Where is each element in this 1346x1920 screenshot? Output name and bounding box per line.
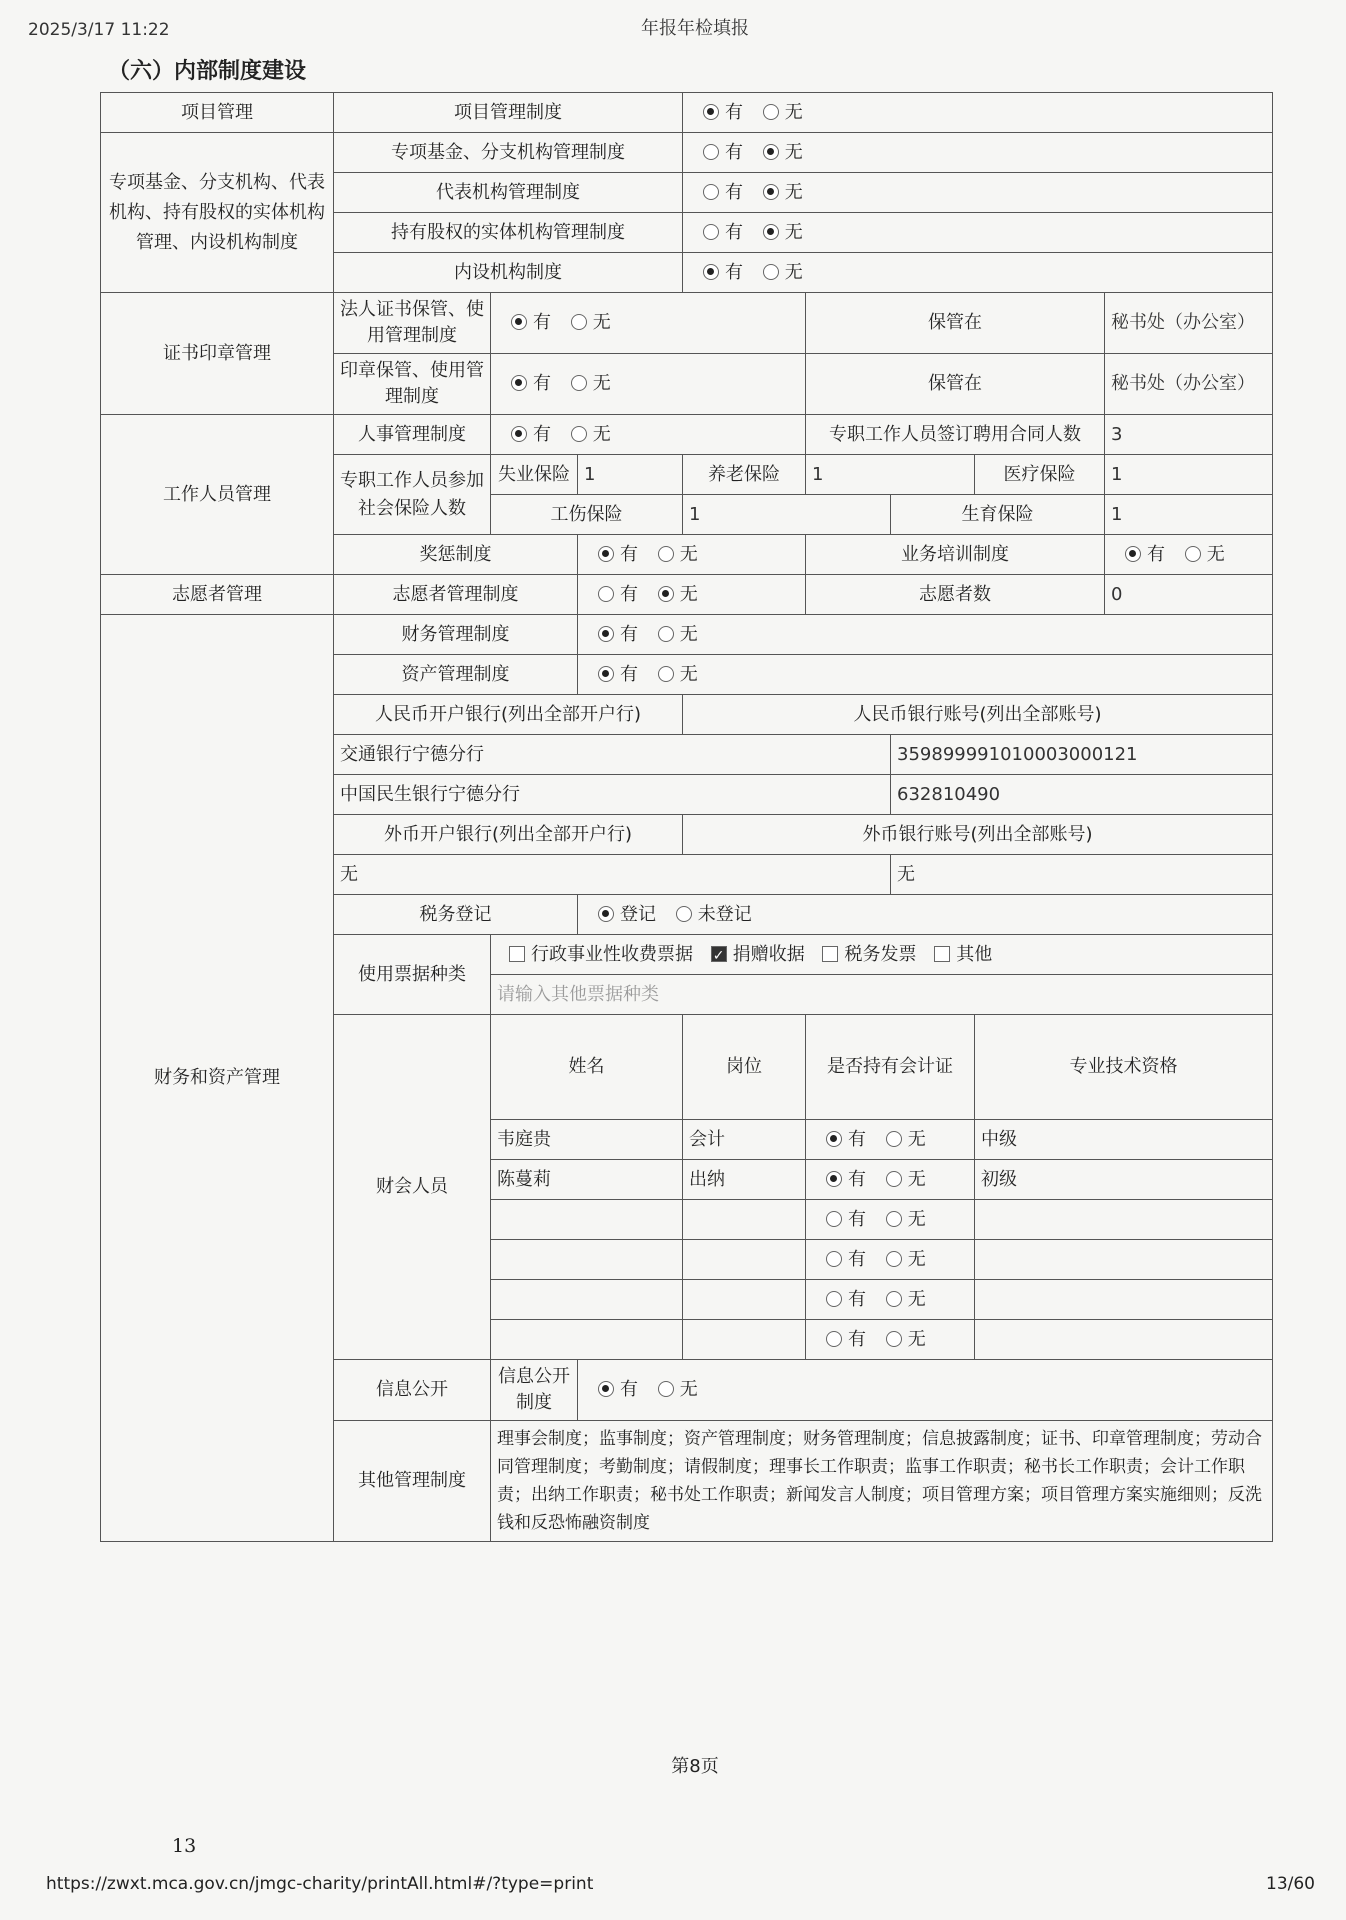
accountant-post[interactable]: 会计 — [683, 1120, 806, 1160]
radio-no[interactable] — [571, 314, 587, 330]
radio-yes[interactable] — [826, 1251, 842, 1267]
section-title: （六）内部制度建设 — [108, 59, 307, 84]
accountant-post[interactable] — [683, 1240, 806, 1280]
radio-no[interactable] — [571, 375, 587, 391]
medical-value[interactable]: 1 — [1105, 455, 1273, 495]
accountant-name[interactable] — [491, 1280, 683, 1320]
radio-yes[interactable] — [511, 375, 527, 391]
project-system-radio: 有 无 — [683, 93, 1273, 133]
row-accountant-6: 有 无 — [101, 1320, 1273, 1360]
radio-no[interactable] — [658, 1381, 674, 1397]
stamp-number: 13 — [172, 1835, 197, 1857]
rmb-account-header: 人民币银行账号(列出全部账号) — [683, 695, 1273, 735]
row-seal-1: 证书印章管理 法人证书保管、使用管理制度 有 无 保管在 秘书处（办公室） — [101, 293, 1273, 354]
radio-no[interactable] — [1185, 546, 1201, 562]
row-staff-reward: 奖惩制度 有 无 业务培训制度 有 无 — [101, 535, 1273, 575]
radio-yes[interactable] — [703, 264, 719, 280]
other-value[interactable]: 理事会制度；监事制度；资产管理制度；财务管理制度；信息披露制度；证书、印章管理制度；劳动合同管理制度；考勤制度；请假制度；理事长工作职责；监事工作职责；秘书长工作职责；会计工作职责；出纳工作职责；秘书处工作职责；新闻发言人制度；项目管理方案；项目管理方案实施细则；反洗钱和反恐怖融资制度 — [491, 1421, 1273, 1542]
row-staff-hr: 工作人员管理 人事管理制度 有 无 专职工作人员签订聘用合同人数 3 — [101, 415, 1273, 455]
radio-yes[interactable] — [598, 586, 614, 602]
radio-yes[interactable] — [511, 426, 527, 442]
receipt-option-3: 税务发票 — [844, 943, 917, 965]
page-title: 年报年检填报 — [641, 18, 749, 39]
radio-yes[interactable] — [598, 666, 614, 682]
radio-yes[interactable] — [826, 1171, 842, 1187]
branch-label-4: 内设机构制度 — [334, 253, 683, 293]
row-seal-2: 印章保管、使用管理制度 有 无 保管在 秘书处（办公室） — [101, 354, 1273, 415]
contract-label: 专职工作人员签订聘用合同人数 — [806, 415, 1105, 455]
row-accountant-3: 有 无 — [101, 1200, 1273, 1240]
radio-no[interactable] — [658, 586, 674, 602]
checkbox-other[interactable] — [934, 946, 950, 962]
accountant-name[interactable] — [491, 1200, 683, 1240]
radio-no[interactable] — [763, 104, 779, 120]
radio-yes[interactable] — [598, 546, 614, 562]
col-name: 姓名 — [491, 1015, 683, 1120]
branch-label-2: 代表机构管理制度 — [334, 173, 683, 213]
category-branch: 专项基金、分支机构、代表机构、持有股权的实体机构管理、内设机构制度 — [101, 133, 334, 293]
maternity-value[interactable]: 1 — [1105, 495, 1273, 535]
radio-unregistered[interactable] — [676, 906, 692, 922]
row-tax: 税务登记 登记 未登记 — [101, 895, 1273, 935]
unemployment-value[interactable]: 1 — [578, 455, 683, 495]
checkbox-donation[interactable] — [711, 946, 727, 962]
category-volunteer: 志愿者管理 — [101, 575, 334, 615]
project-system-label: 项目管理制度 — [334, 93, 683, 133]
radio-yes[interactable] — [703, 144, 719, 160]
print-datetime: 2025/3/17 11:22 — [28, 20, 170, 40]
radio-no[interactable] — [658, 626, 674, 642]
radio-no[interactable] — [886, 1171, 902, 1187]
accountant-label: 财会人员 — [334, 1015, 491, 1360]
volunteer-count-value[interactable]: 0 — [1105, 575, 1273, 615]
internal-system-form — [100, 92, 1272, 1542]
injury-value[interactable]: 1 — [683, 495, 891, 535]
accountant-name[interactable] — [491, 1320, 683, 1360]
radio-no[interactable] — [763, 264, 779, 280]
radio-yes[interactable] — [826, 1211, 842, 1227]
category-project: 项目管理 — [101, 93, 334, 133]
radio-no[interactable] — [886, 1251, 902, 1267]
disclosure-label: 信息公开 — [334, 1360, 491, 1421]
radio-registered[interactable] — [598, 906, 614, 922]
row-accountant-2: 陈蔓莉 出纳 有 无 初级 — [101, 1160, 1273, 1200]
row-accountant-4: 有 无 — [101, 1240, 1273, 1280]
radio-no[interactable] — [886, 1211, 902, 1227]
row-branch-4: 内设机构制度 有 无 — [101, 253, 1273, 293]
rmb-bank-header: 人民币开户银行(列出全部开户行) — [334, 695, 683, 735]
reward-label: 奖惩制度 — [334, 535, 578, 575]
branch-label-1: 专项基金、分支机构管理制度 — [334, 133, 683, 173]
receipt-option-1: 行政事业性收费票据 — [531, 943, 693, 965]
category-finance: 财务和资产管理 — [101, 615, 334, 1542]
row-project — [101, 93, 1273, 133]
seal-label-1: 法人证书保管、使用管理制度 — [334, 293, 491, 354]
fx-bank-header: 外币开户银行(列出全部开户行) — [334, 815, 683, 855]
accountant-title[interactable] — [975, 1200, 1273, 1240]
accountant-name[interactable]: 韦庭贵 — [491, 1120, 683, 1160]
receipt-option-2: 捐赠收据 — [732, 943, 805, 965]
medical-label: 医疗保险 — [975, 455, 1105, 495]
accountant-post[interactable] — [683, 1320, 806, 1360]
radio-no[interactable] — [886, 1331, 902, 1347]
checkbox-tax-invoice[interactable] — [822, 946, 838, 962]
row-branch-1: 专项基金、分支机构、代表机构、持有股权的实体机构管理、内设机构制度 专项基金、分支机构管理制度 有 无 — [101, 133, 1273, 173]
row-accountant-1: 韦庭贵 会计 有 无 中级 — [101, 1120, 1273, 1160]
row-branch-2: 代表机构管理制度 有 无 — [101, 173, 1273, 213]
row-disclosure: 信息公开 信息公开制度 有 无 — [101, 1360, 1273, 1421]
receipt-label: 使用票据种类 — [334, 935, 491, 1015]
training-label: 业务培训制度 — [806, 535, 1105, 575]
radio-yes[interactable] — [511, 314, 527, 330]
insurance-label: 专职工作人员参加社会保险人数 — [334, 455, 491, 535]
radio-yes[interactable] — [826, 1291, 842, 1307]
fx-account-header: 外币银行账号(列出全部账号) — [683, 815, 1273, 855]
form-table — [100, 92, 1273, 1542]
accountant-title[interactable] — [975, 1240, 1273, 1280]
rmb-account-1[interactable]: 359899991010003000121 — [891, 735, 1273, 775]
asset-label: 资产管理制度 — [334, 655, 578, 695]
injury-label: 工伤保险 — [491, 495, 683, 535]
receipt-option-4: 其他 — [956, 943, 993, 965]
keep-value-1[interactable]: 秘书处（办公室） — [1105, 293, 1273, 354]
accountant-title[interactable]: 初级 — [975, 1160, 1273, 1200]
accountant-name[interactable] — [491, 1240, 683, 1280]
keep-value-2[interactable]: 秘书处（办公室） — [1105, 354, 1273, 415]
radio-no[interactable] — [886, 1131, 902, 1147]
keep-label-1: 保管在 — [806, 293, 1105, 354]
volunteer-label: 志愿者管理制度 — [334, 575, 578, 615]
page-number: 第8页 — [671, 1756, 719, 1777]
row-branch-3: 持有股权的实体机构管理制度 有 无 — [101, 213, 1273, 253]
rmb-account-2[interactable]: 632810490 — [891, 775, 1273, 815]
radio-no[interactable] — [571, 426, 587, 442]
radio-no[interactable] — [658, 546, 674, 562]
hr-label: 人事管理制度 — [334, 415, 491, 455]
radio-no[interactable] — [763, 184, 779, 200]
radio-yes[interactable] — [826, 1331, 842, 1347]
keep-label-2: 保管在 — [806, 354, 1105, 415]
row-asset: 资产管理制度 有 无 — [101, 655, 1273, 695]
page-count: 13/60 — [1266, 1874, 1315, 1894]
seal-label-2: 印章保管、使用管理制度 — [334, 354, 491, 415]
accountant-post[interactable] — [683, 1200, 806, 1240]
category-seal: 证书印章管理 — [101, 293, 334, 415]
accountant-title[interactable]: 中级 — [975, 1120, 1273, 1160]
radio-yes[interactable] — [598, 1381, 614, 1397]
rmb-bank-2[interactable]: 中国民生银行宁德分行 — [334, 775, 891, 815]
other-receipt-input[interactable]: 请输入其他票据种类 — [491, 975, 1273, 1015]
contract-value[interactable]: 3 — [1105, 415, 1273, 455]
finance-label: 财务管理制度 — [334, 615, 578, 655]
col-cert: 是否持有会计证 — [806, 1015, 975, 1120]
branch-label-3: 持有股权的实体机构管理制度 — [334, 213, 683, 253]
accountant-title[interactable] — [975, 1320, 1273, 1360]
checkbox-admin-fee[interactable] — [509, 946, 525, 962]
radio-no[interactable] — [886, 1291, 902, 1307]
print-url: https://zwxt.mca.gov.cn/jmgc-charity/printAll.html#/?type=print — [46, 1874, 594, 1894]
radio-yes[interactable] — [598, 626, 614, 642]
disclosure-sub: 信息公开制度 — [491, 1360, 578, 1421]
radio-yes[interactable] — [826, 1131, 842, 1147]
unemployment-label: 失业保险 — [491, 455, 578, 495]
accountant-post[interactable] — [683, 1280, 806, 1320]
col-post: 岗位 — [683, 1015, 806, 1120]
volunteer-count-label: 志愿者数 — [806, 575, 1105, 615]
radio-yes[interactable] — [703, 184, 719, 200]
radio-no[interactable] — [658, 666, 674, 682]
fx-bank-1[interactable]: 无 — [334, 855, 891, 895]
pension-label: 养老保险 — [683, 455, 806, 495]
col-title: 专业技术资格 — [975, 1015, 1273, 1120]
accountant-title[interactable] — [975, 1280, 1273, 1320]
radio-no[interactable] — [763, 144, 779, 160]
radio-no[interactable] — [763, 224, 779, 240]
accountant-post[interactable]: 出纳 — [683, 1160, 806, 1200]
radio-yes[interactable] — [703, 104, 719, 120]
row-finance: 财务和资产管理 财务管理制度 有 无 — [101, 615, 1273, 655]
accountant-name[interactable]: 陈蔓莉 — [491, 1160, 683, 1200]
rmb-bank-1[interactable]: 交通银行宁德分行 — [334, 735, 891, 775]
row-volunteer: 志愿者管理 志愿者管理制度 有 无 志愿者数 0 — [101, 575, 1273, 615]
tax-label: 税务登记 — [334, 895, 578, 935]
maternity-label: 生育保险 — [891, 495, 1105, 535]
category-staff: 工作人员管理 — [101, 415, 334, 575]
other-label: 其他管理制度 — [334, 1421, 491, 1542]
radio-yes[interactable] — [703, 224, 719, 240]
fx-account-1[interactable]: 无 — [891, 855, 1273, 895]
radio-yes[interactable] — [1125, 546, 1141, 562]
pension-value[interactable]: 1 — [806, 455, 975, 495]
row-accountant-5: 有 无 — [101, 1280, 1273, 1320]
